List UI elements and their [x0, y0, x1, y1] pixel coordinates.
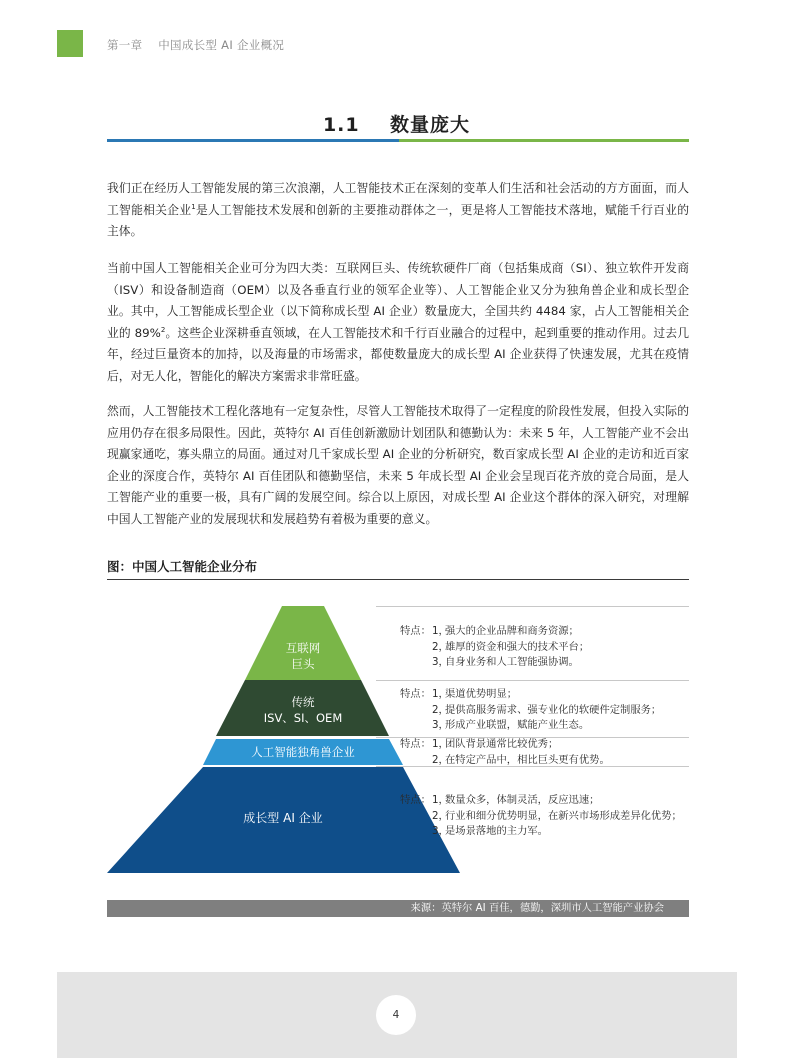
paragraph-1: 我们正在经历人工智能发展的第三次浪潮，人工智能技术正在深刻的变革人们生活和社会活动的方方面面，而人工智能相关企业$^1$是人工智能技术发展和创新的主要推动群体之一，更是将人工智能技术落地，赋能千行百业的主体。: [107, 181, 689, 238]
features-internet-giants: 特点： 1， 强大的企业品牌和商务资源； 2， 雄厚的资金和强大的技术平台； 3， 自身业务和人工智能强协调。: [400, 625, 590, 668]
chapter-title: 第一章 中国成长型 AI 企业概况: [107, 38, 285, 52]
tier-label-growth-ai: 成长型 AI 企业: [243, 811, 323, 825]
tier-label-traditional-vendors: 传统 ISV、SI、OEM: [263, 695, 343, 725]
tier-label-unicorns: 人工智能独角兽企业: [251, 745, 355, 759]
section-title: 1.1 数量庞大: [322, 114, 471, 136]
paragraph-3: 然而，人工智能技术工程化落地有一定复杂性，尽管人工智能技术取得了一定程度的阶段性发展，但投入实际的应用仍存在很多局限性。因此，英特尔 AI 百佳创新激励计划团队和德勤认为：未来 5 年，人工智能产业不会出现赢家通吃，寡头鼎立的局面。通过对几千家成长型 AI 企业的分析研究，数百家成长型 AI 企业的走访和近百家企业的深度合作，英特尔 AI 百佳团队和德勤坚信，未来 5 年成长型 AI 企业会呈现百花齐放的竞合局面，是人工智能产业的重要一极，具有广阔的发展空间。综合以上原因，对成长型 AI 企业这个群体的深入研究，对理解中国人工智能产业的发展现状和发展趋势有着极为重要的意义。: [107, 404, 689, 526]
figure-source-bar: [107, 900, 689, 917]
figure-source: 来源：英特尔 AI 百佳，德勤，深圳市人工智能产业协会: [410, 902, 664, 914]
page-number: 4: [376, 995, 416, 1035]
footnote-ref: 2: [160, 325, 166, 334]
features-growth-ai: 特点： 1， 数量众多，体制灵活，反应迅速； 2， 行业和细分优势明显，在新兴市场形成差异化优势； 3， 是场景落地的主力军。: [400, 794, 682, 837]
figure-title: 图：中国人工智能企业分布: [107, 559, 258, 574]
features-traditional-vendors: 特点： 1， 渠道优势明显； 2， 提供高服务需求、强专业化的软硬件定制服务； 3， 形成产业联盟，赋能产业生态。: [400, 688, 662, 731]
features-unicorns: 特点： 1， 团队背景通常比较优秀； 2， 在特定产品中，相比巨头更有优势。: [400, 738, 610, 766]
paragraph-2: 当前中国人工智能相关企业可分为四大类：互联网巨头、传统软硬件厂商（包括集成商（SI）、独立软件开发商（ISV）和设备制造商（OEM）以及各垂直行业的领军企业等）、人工智能企业又分为独角兽企业和成长型企业。其中，人工智能成长型企业（以下简称成长型 AI 企业）数量庞大，全国共约 4484 家，占人工智能相关企业的 89%$^2$。这些企业深耕垂直领域，在人工智能技术和千行百业融合的过程中，起到重要的推动作用。过去几年，经过巨量资本的加持，以及海量的市场需求，都使数量庞大的成长型 AI 企业获得了快速发展，尤其在疫情后，对无人化，智能化的解决方案需求非常旺盛。: [107, 261, 689, 383]
footnote-ref: 1: [191, 202, 196, 211]
tier-label-internet-giants: 互联网 巨头: [285, 641, 321, 671]
